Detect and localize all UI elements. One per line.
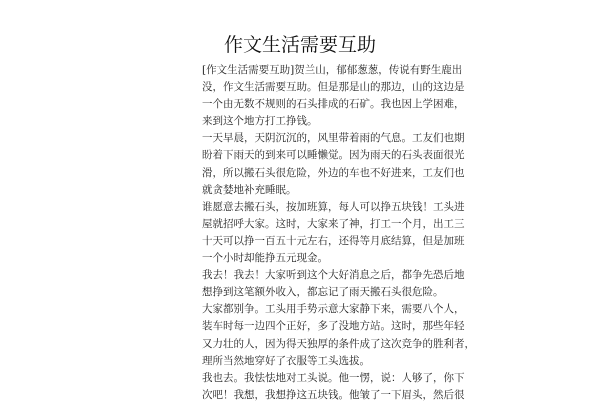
text-line: 次吧！我想，我想挣这五块钱。他皱了一下眉头，然后很 [202, 388, 465, 401]
paragraph-5 [202, 301, 475, 369]
text-line: 一天早晨，天阴沉沉的，风里带着雨的气息。工友们也期 [202, 132, 465, 145]
document-body [202, 62, 475, 404]
paragraph-1 [202, 62, 465, 130]
paragraph-6 [202, 370, 465, 404]
text-line: 装车时每一边四个正好，多了没地方站。这时，那些年轻 [202, 320, 465, 333]
text-line: 一个由无数不规则的石头排成的石矿。我也因上学困难， [202, 98, 465, 111]
text-line: [作文生活需要互助]贺兰山，郁郁葱葱，传说有野生鹿出 [202, 64, 463, 76]
text-line: 又力壮的人，因为得天独厚的条件成了这次竞争的胜利者， [202, 337, 475, 350]
paragraph-3 [202, 199, 465, 267]
text-line: 我也去。我怯怯地对工头说。他一愣，说：人够了，你下 [202, 371, 465, 384]
text-line: 来到这个地方打工挣钱。 [202, 115, 318, 128]
paragraph-2 [202, 130, 465, 198]
text-line: 屋就招呼大家。这时，大家来了神，打工一个月，出工三 [202, 217, 465, 230]
paragraph-4 [202, 267, 465, 301]
text-line: 大家都别争。工头用手势示意大家静下来，需要八个人， [202, 303, 465, 316]
text-line: 就贪婪地补充睡眠。 [202, 183, 297, 196]
text-line: 滑，所以搬石头很危险，外边的车也不好进来，工友们也 [202, 166, 465, 179]
document-title: 作文生活需要互助 [223, 34, 376, 56]
text-line: 我去！我去！大家听到这个大好消息之后，都争先恐后地 [202, 269, 465, 282]
text-line: 理所当然地穿好了衣服等工头选拔。 [202, 354, 370, 367]
text-line: 没，作文生活需要互助。但是那是山的那边，山的这边是 [202, 81, 465, 94]
text-line: 十天可以挣一百五十元左右，还得等月底结算，但是加班 [202, 234, 465, 247]
text-line: 谁愿意去搬石头，按加班算，每人可以挣五块钱！工头进 [202, 200, 465, 213]
text-line: 想挣到这笔额外收入，都忘记了雨天搬石头很危险。 [202, 286, 444, 299]
text-line: 一个小时却能挣五元现金。 [202, 252, 328, 265]
text-line: 盼着下雨天的到来可以睡懒觉。因为雨天的石头表面很光 [202, 149, 465, 162]
